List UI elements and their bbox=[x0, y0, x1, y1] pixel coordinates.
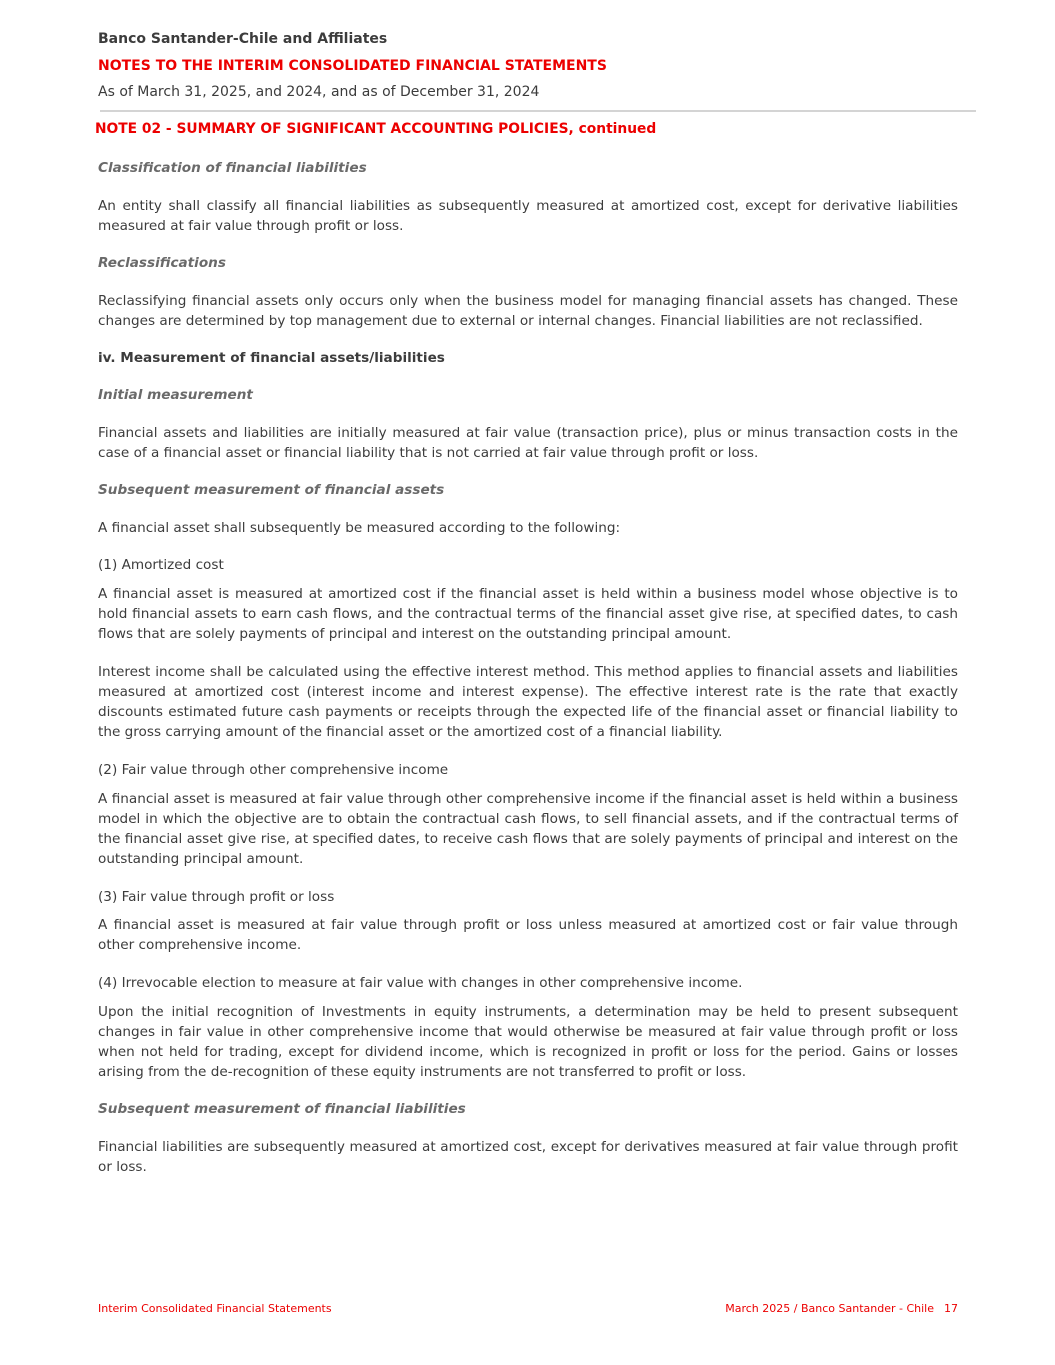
paragraph-subsequent-intro: A financial asset shall subsequently be measured according to the following: bbox=[98, 520, 621, 536]
paragraph-reclassifications: Reclassifying financial assets only occurs only when the business model for managing financial assets has changed. These changes are determined by top management due to external or internal changes. Financial liabilities are not reclassified. bbox=[98, 293, 958, 329]
list-item-fvtpl: (3) Fair value through profit or loss bbox=[98, 889, 335, 905]
date-line: As of March 31, 2025, and 2024, and as of December 31, 2024 bbox=[98, 84, 540, 100]
paragraph-initial-measurement: Financial assets and liabilities are initially measured at fair value (transaction price), plus or minus transaction costs in the case of a financial asset or financial liability that is not carried at fair value through profit or loss. bbox=[98, 425, 958, 461]
heading-subsequent-assets: Subsequent measurement of financial assets bbox=[98, 482, 445, 498]
paragraph-irrevocable-election: Upon the initial recognition of Investments in equity instruments, a determination may be held to present subsequent changes in fair value in other comprehensive income that would otherwise be measured at fair value through profit or loss when not held for trading, except for dividend income, which is recognized in profit or loss for the period. Gains or losses arising from the de-recognition of these equity instruments are not transferred to profit or loss. bbox=[98, 1004, 958, 1080]
paragraph-interest-income: Interest income shall be calculated using the effective interest method. This method applies to financial assets and liabilities measured at amortized cost (interest income and interest expense). The effective interest rate is the rate that exactly discounts estimated future cash payments or receipts through the expected life of the financial asset or financial liability to the gross carrying amount of the financial asset or the amortized cost of a financial liability. bbox=[98, 664, 958, 740]
heading-classification: Classification of financial liabilities bbox=[98, 160, 367, 176]
footer-period-label: March 2025 / Banco Santander - Chile bbox=[725, 1302, 934, 1315]
list-item-amortized-cost: (1) Amortized cost bbox=[98, 557, 224, 573]
list-item-fvoci: (2) Fair value through other comprehensive income bbox=[98, 762, 449, 778]
paragraph-amortized-cost: A financial asset is measured at amortized cost if the financial asset is held within a business model whose objective is to hold financial assets to earn cash flows, and the contractual terms of the financial asset give rise, at specified dates, to cash flows that are solely payments of principal and interest on the outstanding principal amount. bbox=[98, 586, 958, 642]
paragraph-fvoci: A financial asset is measured at fair value through other comprehensive income if the financial asset is held within a business model in which the objective are to obtain the contractual cash flows, to sell financial assets, and if the contractual terms of the financial asset give rise, at specified dates, to receive cash flows that are solely payments of principal and interest on the outstanding principal amount. bbox=[98, 791, 958, 867]
heading-initial-measurement: Initial measurement bbox=[98, 387, 253, 403]
paragraph-fvtpl: A financial asset is measured at fair value through profit or loss unless measured at amortized cost or fair value through other comprehensive income. bbox=[98, 917, 958, 953]
paragraph-classification: An entity shall classify all financial liabilities as subsequently measured at amortized cost, except for derivative liabilities measured at fair value through profit or loss. bbox=[98, 198, 958, 234]
page-number: 17 bbox=[944, 1302, 958, 1315]
list-item-irrevocable-election: (4) Irrevocable election to measure at fair value with changes in other comprehensive income. bbox=[98, 975, 743, 991]
footer-period bbox=[725, 1302, 958, 1315]
footer-document-title: Interim Consolidated Financial Statements bbox=[98, 1302, 332, 1315]
note-title: NOTE 02 - SUMMARY OF SIGNIFICANT ACCOUNTING POLICIES, continued bbox=[95, 121, 657, 137]
heading-subsequent-liabilities: Subsequent measurement of financial liabilities bbox=[98, 1101, 466, 1117]
company-name: Banco Santander-Chile and Affiliates bbox=[98, 31, 388, 47]
heading-measurement: iv. Measurement of financial assets/liabilities bbox=[98, 350, 445, 366]
heading-reclassifications: Reclassifications bbox=[98, 255, 226, 271]
notes-title: NOTES TO THE INTERIM CONSOLIDATED FINANCIAL STATEMENTS bbox=[98, 58, 607, 74]
header-divider bbox=[100, 110, 976, 112]
paragraph-subsequent-liabilities: Financial liabilities are subsequently measured at amortized cost, except for derivatives measured at fair value through profit or loss. bbox=[98, 1139, 958, 1175]
